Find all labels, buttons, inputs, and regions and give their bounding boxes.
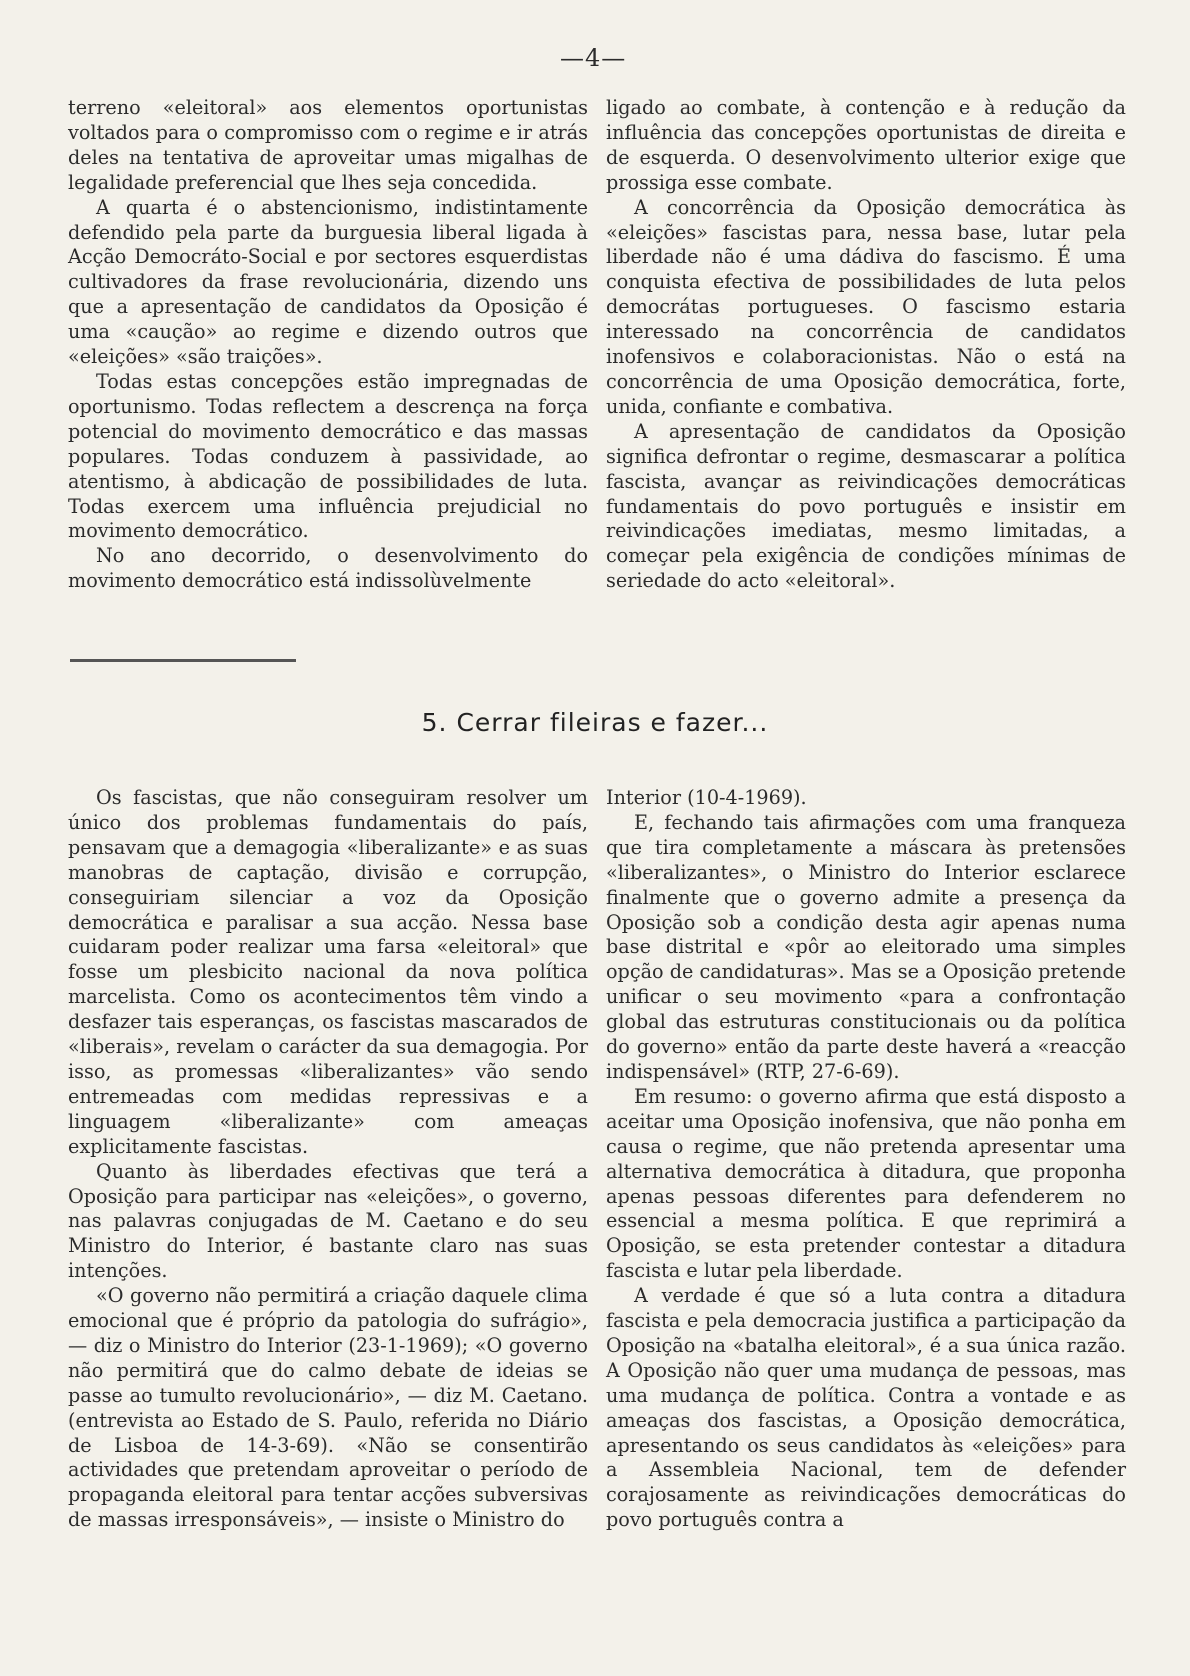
column-bottom-right — [606, 786, 1126, 1533]
paragraph: E, fechando tais afirmações com uma franqueza que tira completamente a máscara às pretensões «liberalizantes», o Ministro do Interior esclarece finalmente que o governo admite a presença da Oposição sob a condição desta agir apenas numa base distrital e «pôr ao eleitorado uma simples opção de candidaturas». Mas se a Oposição pretende unificar o seu movimento «para a confrontação global das estruturas constitucionais ou da política do governo» então da parte deste haverá a «reacção indispensável» (RTP, 27-6-69). — [606, 810, 1126, 1083]
paragraph: «O governo não permitirá a criação daquele clima emocional que é próprio da patologia do sufrágio», — diz o Ministro do Interior (23-1-1969); «O governo não permitirá que do calmo debate de ideias se passe ao tumulto revolucionário», — diz M. Caetano. (entrevista ao Estado de S. Paulo, referida no Diário de Lisboa de 14-3-69). «Não se consentirão actividades que pretendam aproveitar o período de propaganda eleitoral para tentar acções subversivas de massas irresponsáveis», — insiste o Ministro do — [68, 1284, 588, 1532]
paragraph: A concorrência da Oposição democrática às «eleições» fascistas para, nessa base, lutar pela liberdade não é uma dádiva do fascismo. É uma conquista efectiva de possibilidades de luta pelos democrátas portugueses. O fascismo estaria interessado na concorrência de candidatos inofensivos e colaboracionistas. Não o está na concorrência de uma Oposição democrática, forte, unida, confiante e combativa. — [606, 195, 1126, 418]
paragraph: Interior (10-4-1969). — [606, 786, 807, 809]
paragraph: A apresentação de candidatos da Oposição significa defrontar o regime, desmascarar a política fascista, avançar as reivindicações democráticas fundamentais do povo português e insistir em reivindicações imediatas, mesmo limitadas, a começar pela exigência de condições mínimas de seriedade do acto «eleitoral». — [606, 419, 1126, 593]
paragraph: Em resumo: o governo afirma que está disposto a aceitar uma Oposição inofensiva, que não ponha em causa o regime, que não pretenda apresentar uma alternativa democrática à ditadura, que proponha apenas pessoas diferentes para defenderem no essencial a mesma política. E que reprimirá a Oposição, se esta pretender contestar a ditadura fascista e lutar pela liberdade. — [606, 1084, 1126, 1283]
paragraph: A verdade é que só a luta contra a ditadura fascista e pela democracia justifica a participação da Oposição na «batalha eleitoral», é a sua única razão. A Oposição não quer uma mudança de pessoas, mas uma mudança de política. Contra a vontade e as ameaças dos fascistas, a Oposição democrática, apresentando os seus candidatos às «eleições» para a Assembleia Nacional, tem de defender corajosamente as reivindicações democráticas do povo português contra a — [606, 1284, 1126, 1532]
section-heading: 5. Cerrar fileiras e fazer... — [421, 708, 769, 737]
paragraph: Os fascistas, que não conseguiram resolver um único dos problemas fundamentais do país, pensavam que a demagogia «liberalizante» e as suas manobras de captação, divisão e corrupção, conseguiriam silenciar a voz da Oposição democrática e paralisar a sua acção. Nessa base cuidaram poder realizar uma farsa «eleitoral» que fosse um plesbicito nacional da nova política marcelista. Como os acontecimentos têm vindo a desfazer tais esperanças, os fascistas mascarados de «liberais», revelam o carácter da sua demagogia. Por isso, as promessas «liberalizantes» vão sendo entremeadas com medidas repressivas e a linguagem «liberalizante» com ameaças explicitamente fascistas. — [68, 786, 588, 1158]
paragraph: Quanto às liberdades efectivas que terá a Oposição para participar nas «eleições», o governo, nas palavras conjugadas de M. Caetano e do seu Ministro do Interior, é bastante claro nas suas intenções. — [68, 1159, 588, 1283]
paragraph: A quarta é o abstencionismo, indistintamente defendido pela parte da burguesia liberal ligada à Acção Democráto-Social e por sectores esquerdistas cultivadores da frase revolucionária, dizendo uns que a apresentação de candidatos da Oposição é uma «caução» ao regime e dizendo outros que «eleições» «são traições». — [68, 195, 588, 369]
page-number: —4— — [560, 44, 627, 72]
column-bottom-left — [68, 786, 588, 1533]
column-top-left — [68, 96, 588, 594]
paragraph: terreno «eleitoral» aos elementos oportunistas voltados para o compromisso com o regime e ir atrás deles na tentativa de aproveitar umas migalhas de legalidade preferencial que lhes seja concedida. — [68, 96, 588, 194]
paragraph: No ano decorrido, o desenvolvimento do movimento democrático está indissolùvelmente — [68, 544, 588, 593]
section-divider — [70, 659, 296, 662]
paragraph: ligado ao combate, à contenção e à redução da influência das concepções oportunistas de direita e de esquerda. O desenvolvimento ulterior exige que prossiga esse combate. — [606, 96, 1126, 194]
column-top-right — [606, 96, 1126, 594]
paragraph: Todas estas concepções estão impregnadas de oportunismo. Todas reflectem a descrença na força potencial do movimento democrático e das massas populares. Todas conduzem à passividade, ao atentismo, à abdicação de possibilidades de luta. Todas exercem uma influência prejudicial no movimento democrático. — [68, 369, 588, 543]
